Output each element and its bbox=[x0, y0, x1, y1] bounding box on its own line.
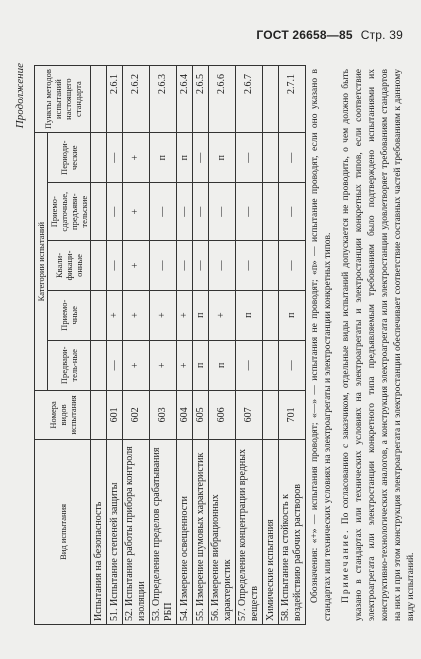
test-name-cell: Испытания на безопасность bbox=[91, 439, 107, 624]
table-row bbox=[279, 66, 306, 625]
category-mark-cell: — bbox=[177, 183, 193, 241]
standard-id: ГОСТ 26658—85 bbox=[256, 28, 353, 42]
category-mark-cell: + bbox=[150, 340, 177, 390]
category-mark-cell: — bbox=[209, 183, 236, 241]
table-row bbox=[150, 66, 177, 625]
category-mark-cell: п bbox=[279, 290, 306, 340]
category-mark-cell: — bbox=[209, 241, 236, 291]
category-mark-cell: — bbox=[193, 133, 209, 183]
category-mark-cell: + bbox=[177, 290, 193, 340]
category-mark-cell: — bbox=[107, 241, 123, 291]
category-mark-cell bbox=[91, 290, 107, 340]
category-mark-cell bbox=[91, 183, 107, 241]
col-cat-preliminary: Предвари-тель-ные bbox=[48, 340, 91, 390]
category-mark-cell: + bbox=[209, 290, 236, 340]
continuation-label: Продолжение bbox=[14, 63, 26, 129]
test-number-cell: 603 bbox=[150, 391, 177, 440]
category-mark-cell: + bbox=[123, 340, 150, 390]
test-number-cell: 604 bbox=[177, 391, 193, 440]
table-row bbox=[209, 66, 236, 625]
test-categories-table bbox=[34, 65, 306, 625]
table-row bbox=[236, 66, 263, 625]
col-cat-qualification: Квали-фикаци-онные bbox=[48, 241, 91, 291]
notes-block bbox=[309, 69, 421, 621]
category-mark-cell: — bbox=[177, 241, 193, 291]
test-name-cell: 55. Измерение шумовых характеристик bbox=[193, 439, 209, 624]
method-clause-cell: 2.6.7 bbox=[236, 66, 263, 133]
category-mark-cell: п bbox=[177, 133, 193, 183]
page-header bbox=[256, 28, 403, 42]
col-test-type: Вид испытания bbox=[35, 439, 91, 624]
col-cat-acceptance: Приемо-чные bbox=[48, 290, 91, 340]
test-name-cell: Химические испытания bbox=[263, 439, 279, 624]
category-mark-cell: — bbox=[193, 183, 209, 241]
category-mark-cell: — bbox=[107, 183, 123, 241]
category-mark-cell: — bbox=[279, 133, 306, 183]
test-name-cell: 51. Испытание степеней защиты bbox=[107, 439, 123, 624]
category-mark-cell: + bbox=[123, 241, 150, 291]
category-mark-cell: — bbox=[107, 133, 123, 183]
category-mark-cell: — bbox=[236, 241, 263, 291]
test-number-cell: 607 bbox=[236, 391, 263, 440]
category-mark-cell: п bbox=[236, 290, 263, 340]
category-mark-cell bbox=[263, 183, 279, 241]
category-mark-cell: — bbox=[236, 340, 263, 390]
remark-text: По согласованию с заказчиком, отдельные виды испытаний допускается не проводить, о чем должно быть указано в стандартах или технических условиях на электроагрегаты и электростанции конкретных типов, если соответствие электроагрегата или электростанции конкретного типа предъявляемым требованиям было подтверждено испытаниями их конструктивно-технологических аналогов, а конструкция электроагрегата или электростанции удовлетворяет требованиям стандартов на них и при этом конструкция электроагрегата и электростанции обеспечивает соответствие составных частей требованиям к данному виду испытаний. bbox=[341, 69, 416, 621]
category-mark-cell: — bbox=[150, 183, 177, 241]
test-name-cell: 52. Испытание работы прибора контроля изоляции bbox=[123, 439, 150, 624]
col-cat-delivery: Приемо-сдаточные, предъяви-тельские bbox=[48, 183, 91, 241]
category-mark-cell: п bbox=[209, 340, 236, 390]
category-mark-cell: — bbox=[279, 183, 306, 241]
category-mark-cell: + bbox=[123, 290, 150, 340]
col-cat-periodic: Периоди-ческие bbox=[48, 133, 91, 183]
category-mark-cell bbox=[263, 290, 279, 340]
method-clause-cell: 2.6.5 bbox=[193, 66, 209, 133]
table-row bbox=[263, 66, 279, 625]
test-name-cell: 58. Испытание на стойкость к воздействию рабочих растворов bbox=[279, 439, 306, 624]
rotated-page-content bbox=[14, 55, 416, 635]
test-number-cell: 601 bbox=[107, 391, 123, 440]
category-mark-cell: + bbox=[177, 340, 193, 390]
table-row bbox=[123, 66, 150, 625]
test-number-cell bbox=[263, 391, 279, 440]
method-clause-cell: 2.6.6 bbox=[209, 66, 236, 133]
col-test-number: Номера видов испытания bbox=[35, 391, 91, 440]
category-mark-cell: + bbox=[107, 290, 123, 340]
category-mark-cell: п bbox=[209, 133, 236, 183]
category-mark-cell bbox=[91, 241, 107, 291]
category-mark-cell: — bbox=[279, 340, 306, 390]
method-clause-cell: 2.6.1 bbox=[107, 66, 123, 133]
test-number-cell bbox=[91, 391, 107, 440]
category-mark-cell: п bbox=[193, 290, 209, 340]
category-mark-cell bbox=[263, 133, 279, 183]
category-mark-cell bbox=[263, 241, 279, 291]
method-clause-cell: 2.6.2 bbox=[123, 66, 150, 133]
category-mark-cell: п bbox=[150, 133, 177, 183]
test-number-cell: 701 bbox=[279, 391, 306, 440]
test-name-cell: 53. Определение пределов срабатывания РБП bbox=[150, 439, 177, 624]
method-clause-cell: 2.6.4 bbox=[177, 66, 193, 133]
method-clause-cell bbox=[91, 66, 107, 133]
page-number: Стр. 39 bbox=[360, 28, 403, 42]
test-number-cell: 602 bbox=[123, 391, 150, 440]
category-mark-cell: + bbox=[123, 133, 150, 183]
category-mark-cell bbox=[263, 340, 279, 390]
test-number-cell: 605 bbox=[193, 391, 209, 440]
category-mark-cell bbox=[91, 133, 107, 183]
category-mark-cell: — bbox=[279, 241, 306, 291]
category-mark-cell: + bbox=[123, 183, 150, 241]
test-name-cell: 57. Определение концентрации вредных веществ bbox=[236, 439, 263, 624]
table-row bbox=[177, 66, 193, 625]
remark-paragraph bbox=[340, 69, 418, 621]
method-clause-cell bbox=[263, 66, 279, 133]
test-name-cell: 54. Измерение освещенности bbox=[177, 439, 193, 624]
col-group-categories: Категории испытаний bbox=[35, 133, 48, 391]
designations-note: Обозначения: «+» — испытания проводят; «—» — испытания не проводят; «п» — испытание проводят, если оно указано в стандартах или технических условиях на электроагрегаты и электростанции конкретных типов. bbox=[310, 69, 333, 621]
category-mark-cell: п bbox=[193, 340, 209, 390]
category-mark-cell: + bbox=[150, 290, 177, 340]
category-mark-cell: — bbox=[193, 241, 209, 291]
table-row bbox=[107, 66, 123, 625]
method-clause-cell: 2.6.3 bbox=[150, 66, 177, 133]
remark-label: Примечание. bbox=[341, 528, 351, 603]
category-mark-cell: — bbox=[107, 340, 123, 390]
category-mark-cell: — bbox=[236, 183, 263, 241]
category-mark-cell: — bbox=[236, 133, 263, 183]
category-mark-cell bbox=[91, 340, 107, 390]
test-name-cell: 56. Измерение вибрационных характеристик bbox=[209, 439, 236, 624]
test-number-cell: 606 bbox=[209, 391, 236, 440]
method-clause-cell: 2.7.1 bbox=[279, 66, 306, 133]
category-mark-cell: — bbox=[150, 241, 177, 291]
col-method-clause: Пункты методов испытаний настоящего стандарта bbox=[35, 66, 91, 133]
table-row bbox=[193, 66, 209, 625]
table-row bbox=[91, 66, 107, 625]
